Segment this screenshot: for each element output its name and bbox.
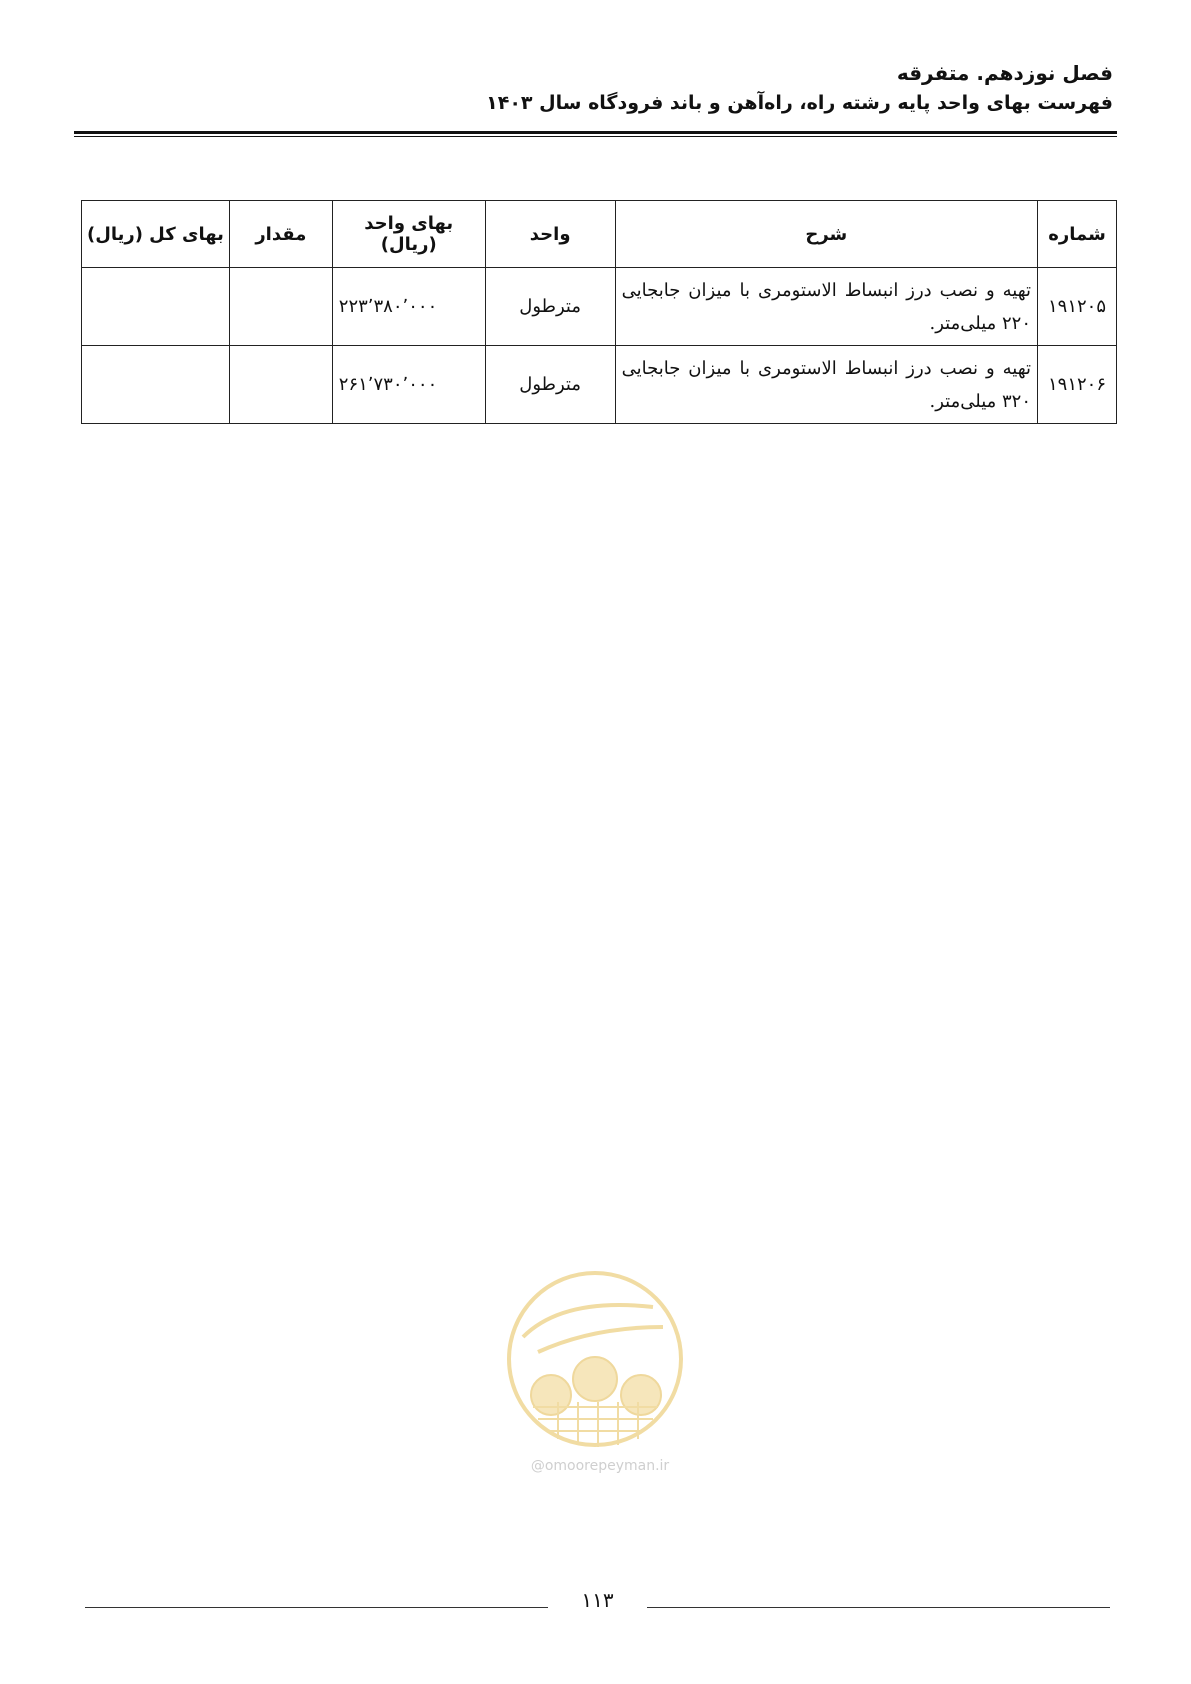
column-header-quantity: مقدار: [229, 201, 332, 268]
watermark-url: @omoorepeyman.ir: [530, 1458, 670, 1474]
column-header-number: شماره: [1038, 201, 1117, 268]
page-number: ۱۱۳: [581, 1588, 614, 1612]
price-list-table: [81, 200, 1117, 424]
column-header-unit: واحد: [485, 201, 615, 268]
footer-rule-left: [85, 1607, 548, 1608]
item-description: تهیه و نصب درز انبساط الاستومری با میزان جابجایی ۲۲۰ میلی‌متر.: [615, 268, 1037, 346]
item-unit-price: ۲۶۱٬۷۳۰٬۰۰۰: [332, 346, 485, 424]
item-quantity: [229, 346, 332, 424]
table-row: [82, 346, 1117, 424]
item-total-price: [82, 346, 230, 424]
column-header-unit-price: بهای واحد (ریال): [332, 201, 485, 268]
gear-seal-icon: [503, 1267, 687, 1451]
document-title: فهرست بهای واحد پایه رشته راه، راه‌آهن و باند فرودگاه سال ۱۴۰۳: [486, 92, 1113, 114]
item-number: ۱۹۱۲۰۵: [1038, 268, 1117, 346]
page-header: [486, 58, 1113, 118]
table-row: [82, 268, 1117, 346]
footer-rule-right: [647, 1607, 1110, 1608]
item-unit: مترطول: [485, 268, 615, 346]
table-header-row: [82, 201, 1117, 268]
header-rule: [74, 131, 1117, 137]
item-description: تهیه و نصب درز انبساط الاستومری با میزان جابجایی ۳۲۰ میلی‌متر.: [615, 346, 1037, 424]
column-header-description: شرح: [615, 201, 1037, 268]
item-total-price: [82, 268, 230, 346]
chapter-title: فصل نوزدهم. متفرقه: [896, 61, 1113, 85]
item-quantity: [229, 268, 332, 346]
watermark-logo: [503, 1267, 687, 1451]
item-number: ۱۹۱۲۰۶: [1038, 346, 1117, 424]
item-unit-price: ۲۲۳٬۳۸۰٬۰۰۰: [332, 268, 485, 346]
item-unit: مترطول: [485, 346, 615, 424]
column-header-total-price: بهای کل (ریال): [82, 201, 230, 268]
